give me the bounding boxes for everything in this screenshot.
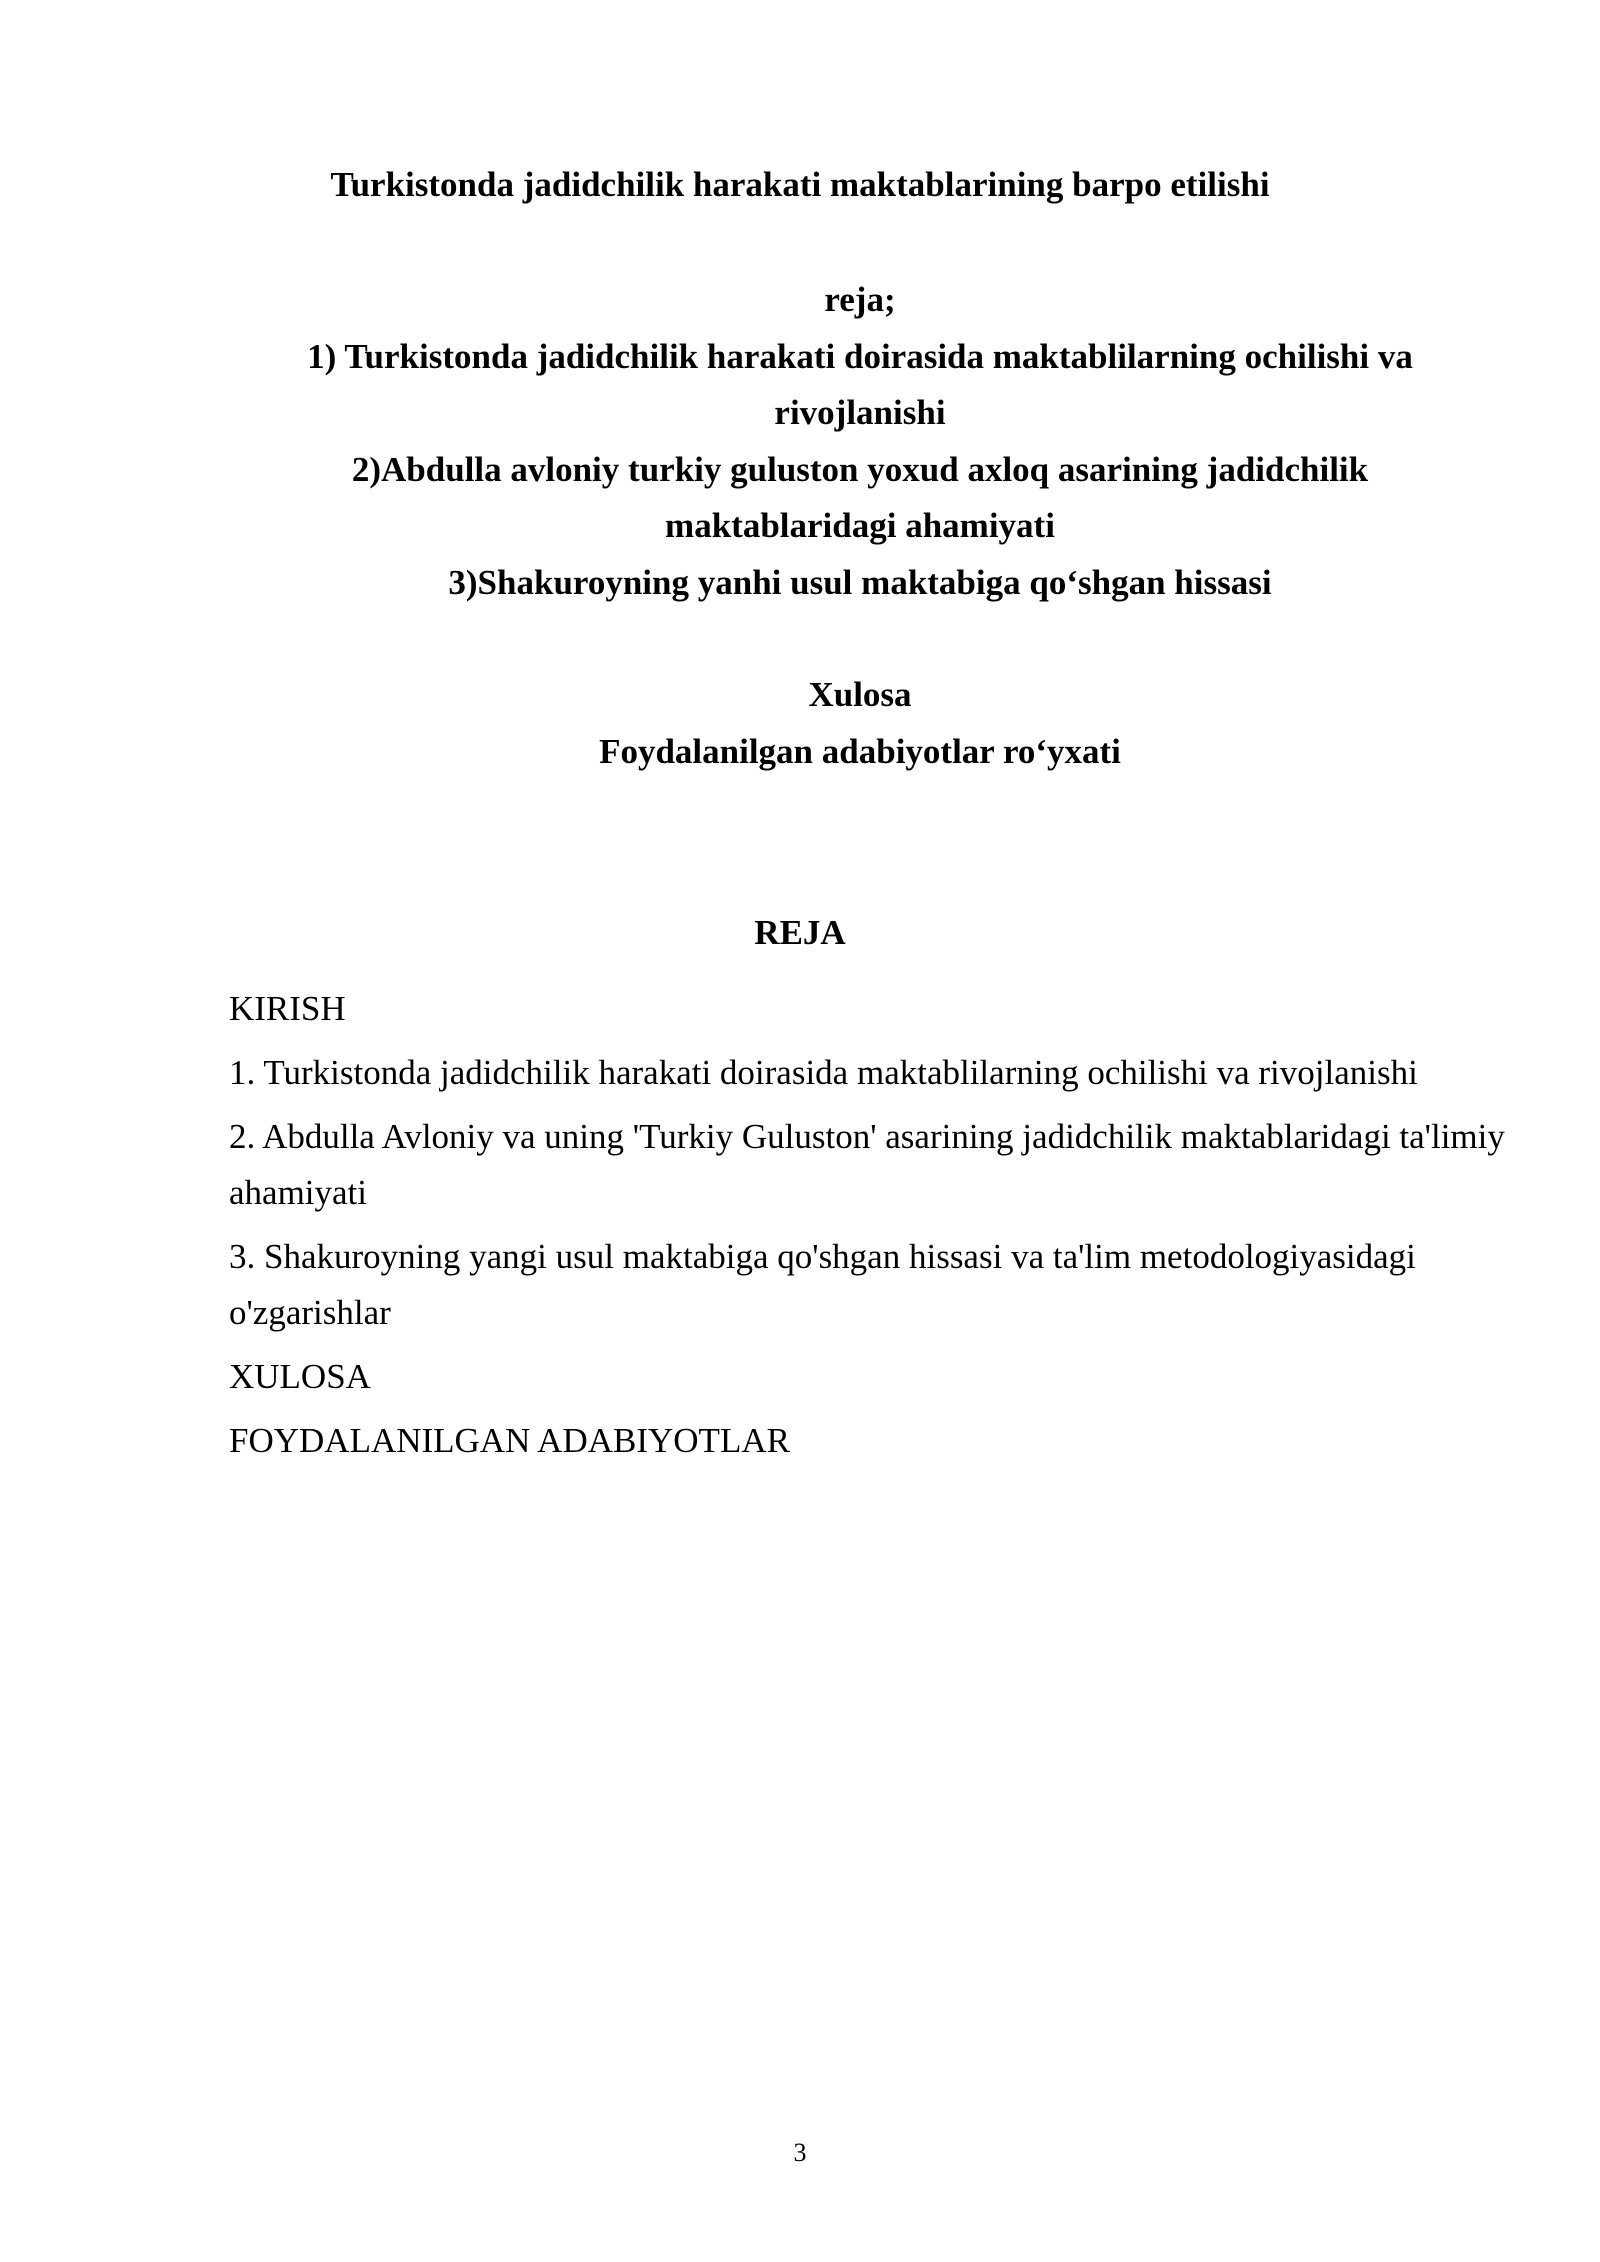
plan-item-3: 3)Shakuroyning yanhi usul maktabiga qo‘shgan hissasi [448,562,1272,602]
plan-conclusion: Xulosa [808,675,912,714]
reja-item-conclusion: XULOSA [229,1357,371,1396]
reja-item-references: FOYDALANILGAN ADABIYOTLAR [229,1421,790,1460]
reja-list [229,981,1529,1477]
reja-item-3: 3. Shakuroyning yangi usul maktabiga qo'shgan hissasi va ta'lim metodologiyasidagi o'zgarishlar [229,1237,1416,1332]
plan-item-1: 1) Turkistonda jadidchilik harakati doirasida maktablilarning ochilishi va rivojlanishi [307,336,1413,432]
plan-block [240,272,1480,780]
reja-item-1: 1. Turkistonda jadidchilik harakati doirasida maktablilarning ochilishi va rivojlanishi [229,1053,1418,1092]
plan-references: Foydalanilgan adabiyotlar ro‘yxati [599,731,1121,771]
plan-spacer [240,611,1480,667]
page-number: 3 [793,2138,807,2167]
reja-heading: REJA [754,913,846,952]
reja-item-intro: KIRISH [229,989,346,1028]
reja-item-2: 2. Abdulla Avloniy va uning 'Turkiy Guluston' asarining jadidchilik maktablaridagi ta'limiy ahamiyati [229,1117,1505,1212]
document-title: Turkistonda jadidchilik harakati maktablarining barpo etilishi [330,165,1270,204]
plan-item-2: 2)Abdulla avloniy turkiy guluston yoxud axloq asarining jadidchilik maktablaridagi ahamiyati [351,449,1369,545]
plan-heading: reja; [824,280,896,319]
